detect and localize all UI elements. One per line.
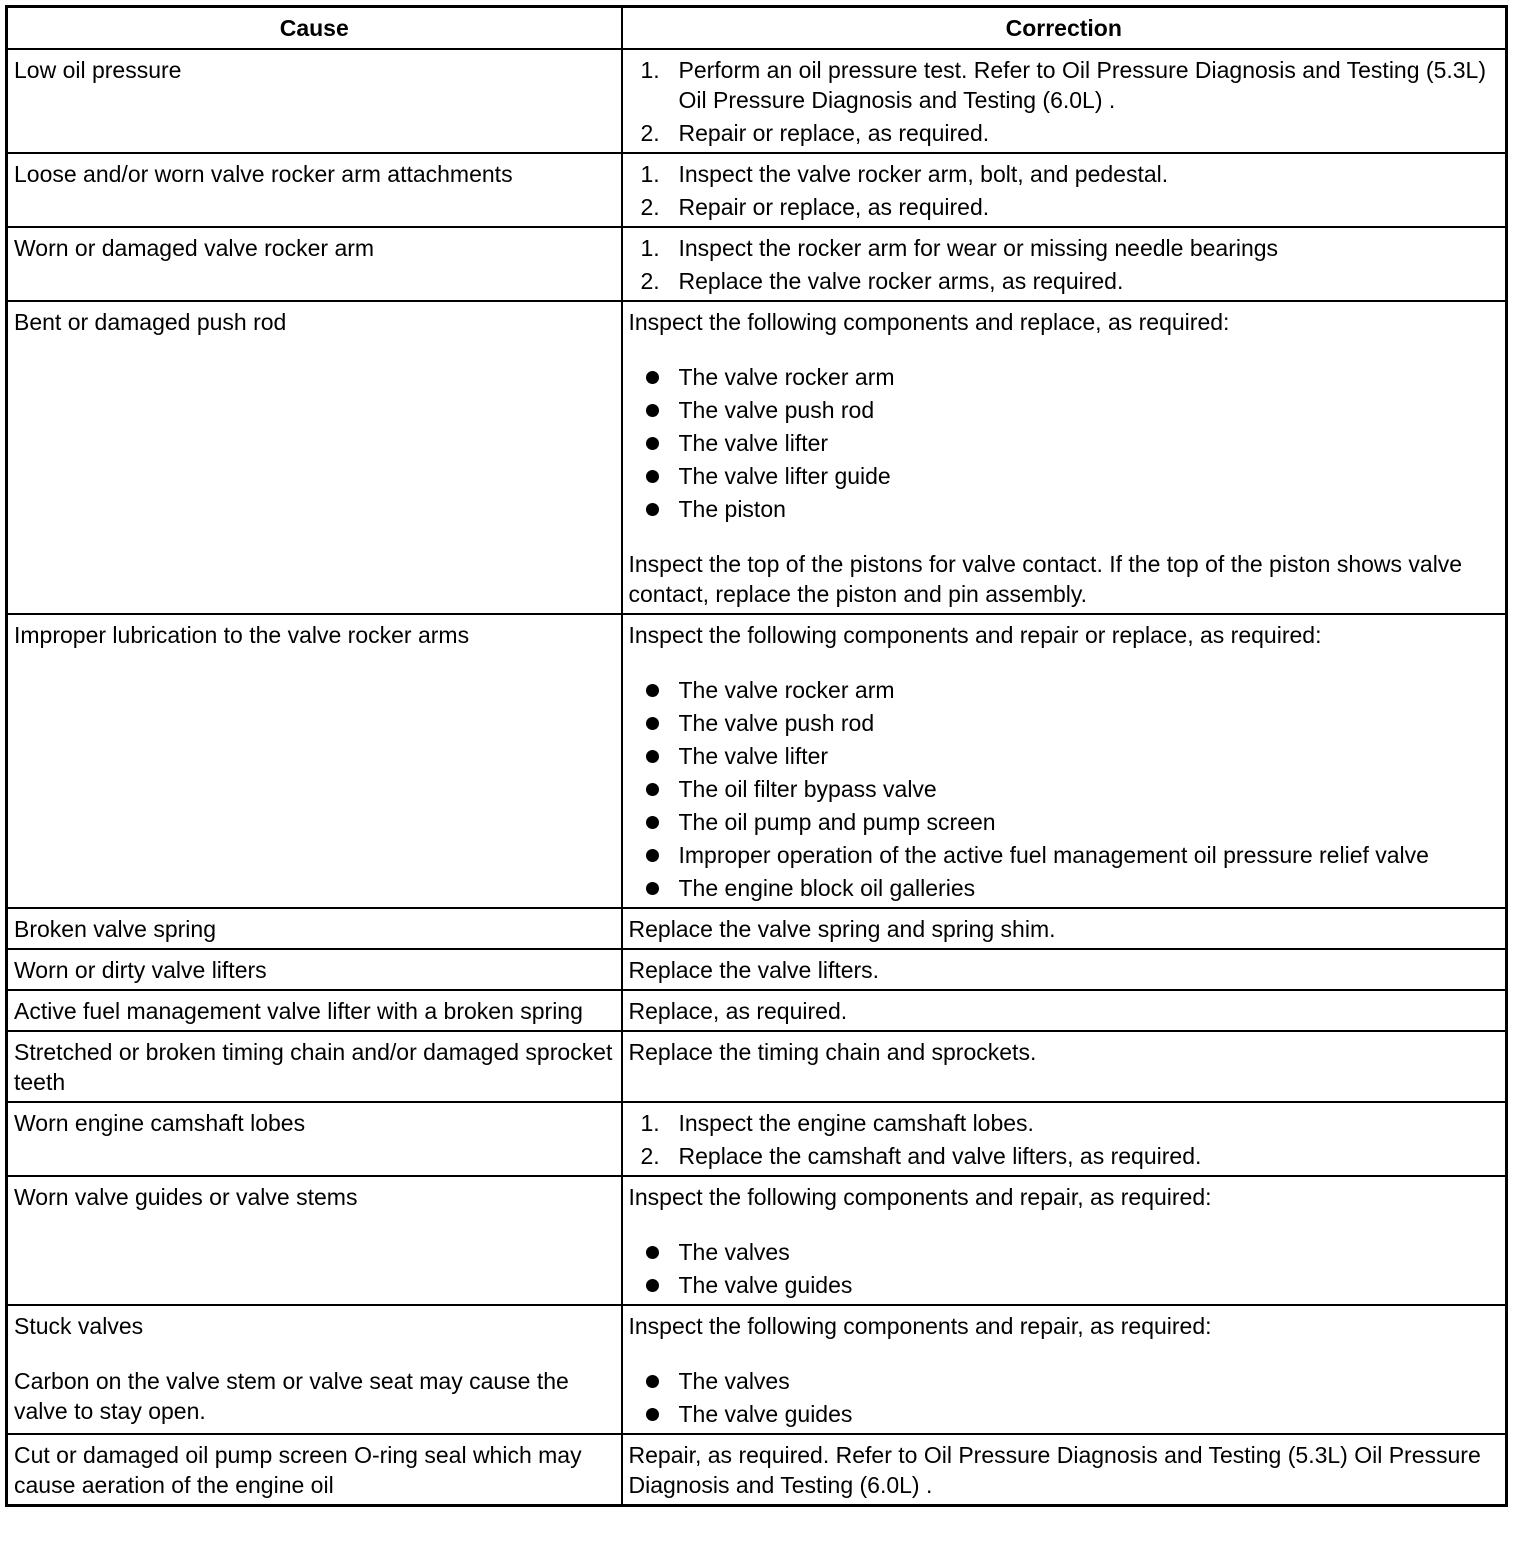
table-body [7, 49, 1507, 1506]
step-text: Replace the camshaft and valve lifters, as required. [678, 1143, 1202, 1169]
cause-cell [7, 1305, 622, 1434]
cause-cell [7, 990, 622, 1031]
step-text: Replace the valve rocker arms, as required. [678, 268, 1124, 294]
cause-text: Low oil pressure [14, 57, 182, 83]
component-text: The valve lifter [678, 430, 829, 456]
cause-text: Stretched or broken timing chain and/or damaged sprocket teeth [14, 1039, 613, 1095]
correction-cell [622, 1031, 1507, 1102]
correction-cell [622, 614, 1507, 908]
cause-text: Active fuel management valve lifter with a broken spring [14, 998, 583, 1024]
cause-text: Broken valve spring [14, 916, 216, 942]
correction-text: Replace, as required. [628, 998, 848, 1024]
cause-cell [7, 1434, 622, 1506]
component-text: The valve guides [678, 1401, 853, 1427]
component-text: The oil pump and pump screen [678, 809, 996, 835]
table-row [7, 49, 1507, 153]
cause-text: Cut or damaged oil pump screen O-ring seal which may cause aeration of the engine oil [14, 1442, 582, 1498]
step-item [629, 118, 1500, 148]
table-row [7, 1305, 1507, 1434]
component-list [629, 1366, 1500, 1429]
correction-cell [622, 301, 1507, 614]
component-item [629, 461, 1500, 491]
component-text: The valve push rod [678, 397, 875, 423]
diagnosis-table [5, 5, 1508, 1507]
cause-text: Worn valve guides or valve stems [14, 1184, 358, 1210]
correction-intro: Inspect the following components and repair, as required: [628, 1313, 1212, 1339]
bullet-icon [646, 1279, 659, 1292]
correction-column-header: Correction [622, 7, 1507, 50]
table-row [7, 949, 1507, 990]
step-number: 1. [640, 57, 660, 83]
step-number: 2. [640, 194, 660, 220]
bullet-icon [646, 1408, 659, 1421]
bullet-icon [646, 882, 659, 895]
step-item [629, 159, 1500, 189]
step-list [629, 233, 1500, 296]
step-item [629, 1108, 1500, 1138]
table-row [7, 614, 1507, 908]
cause-note: Carbon on the valve stem or valve seat may cause the valve to stay open. [14, 1368, 569, 1424]
correction-cell [622, 1305, 1507, 1434]
component-item [629, 395, 1500, 425]
cause-column-header: Cause [7, 7, 622, 50]
step-number: 2. [640, 1143, 660, 1169]
component-text: The valve rocker arm [678, 364, 895, 390]
correction-text: Replace the valve lifters. [628, 957, 880, 983]
cause-cell [7, 1031, 622, 1102]
component-text: The valve push rod [678, 710, 875, 736]
component-text: The valve guides [678, 1272, 853, 1298]
component-text: The valve rocker arm [678, 677, 895, 703]
component-list [629, 1237, 1500, 1300]
component-item [629, 1237, 1500, 1267]
table-row [7, 990, 1507, 1031]
step-item [629, 266, 1500, 296]
component-item [629, 873, 1500, 903]
cause-cell [7, 614, 622, 908]
component-item [629, 807, 1500, 837]
component-item [629, 840, 1500, 870]
correction-cell [622, 227, 1507, 301]
step-number: 1. [640, 161, 660, 187]
step-item [629, 1141, 1500, 1171]
correction-text: Replace the valve spring and spring shim. [628, 916, 1056, 942]
table-row [7, 908, 1507, 949]
component-item [629, 774, 1500, 804]
correction-text: Repair, as required. Refer to Oil Pressure Diagnosis and Testing (5.3L) Oil Pressure Diagnosis and Testing (6.0L) . [628, 1442, 1481, 1498]
step-text: Repair or replace, as required. [678, 194, 990, 220]
bullet-icon [646, 783, 659, 796]
component-list [629, 362, 1500, 524]
cause-cell [7, 908, 622, 949]
cause-cell [7, 1102, 622, 1176]
cause-text: Bent or damaged push rod [14, 309, 287, 335]
step-text: Inspect the engine camshaft lobes. [678, 1110, 1034, 1136]
bullet-icon [646, 470, 659, 483]
component-item [629, 494, 1500, 524]
bullet-icon [646, 503, 659, 516]
component-text: Improper operation of the active fuel management oil pressure relief valve [678, 842, 1429, 868]
cause-cell [7, 1176, 622, 1305]
step-text: Inspect the valve rocker arm, bolt, and pedestal. [678, 161, 1169, 187]
component-text: The valves [678, 1368, 790, 1394]
step-number: 1. [640, 1110, 660, 1136]
component-item [629, 708, 1500, 738]
bullet-icon [646, 849, 659, 862]
component-item [629, 675, 1500, 705]
step-list [629, 159, 1500, 222]
step-list [629, 1108, 1500, 1171]
cause-text: Loose and/or worn valve rocker arm attachments [14, 161, 513, 187]
correction-cell [622, 1102, 1507, 1176]
component-item [629, 428, 1500, 458]
component-text: The oil filter bypass valve [678, 776, 937, 802]
component-item [629, 1399, 1500, 1429]
cause-cell [7, 301, 622, 614]
bullet-icon [646, 437, 659, 450]
correction-note: Inspect the top of the pistons for valve contact. If the top of the piston shows valve contact, replace the piston and pin assembly. [628, 551, 1463, 607]
correction-text: Replace the timing chain and sprockets. [628, 1039, 1037, 1065]
cause-cell [7, 49, 622, 153]
cause-text: Stuck valves [14, 1313, 144, 1339]
correction-cell [622, 1176, 1507, 1305]
step-text: Perform an oil pressure test. Refer to Oil Pressure Diagnosis and Testing (5.3L) Oil Pressure Diagnosis and Testing (6.0L) . [678, 57, 1486, 113]
table-row [7, 153, 1507, 227]
component-item [629, 1366, 1500, 1396]
correction-intro: Inspect the following components and repair, as required: [628, 1184, 1212, 1210]
component-item [629, 741, 1500, 771]
table-row [7, 1031, 1507, 1102]
table-row [7, 1176, 1507, 1305]
component-text: The valve lifter guide [678, 463, 891, 489]
component-text: The engine block oil galleries [678, 875, 976, 901]
bullet-icon [646, 404, 659, 417]
bullet-icon [646, 717, 659, 730]
bullet-icon [646, 684, 659, 697]
table-row [7, 301, 1507, 614]
correction-cell [622, 49, 1507, 153]
step-text: Repair or replace, as required. [678, 120, 990, 146]
bullet-icon [646, 371, 659, 384]
step-list [629, 55, 1500, 148]
table-row [7, 1102, 1507, 1176]
cause-text: Worn or dirty valve lifters [14, 957, 267, 983]
bullet-icon [646, 1246, 659, 1259]
table-row [7, 1434, 1507, 1506]
table-row [7, 227, 1507, 301]
correction-cell [622, 153, 1507, 227]
bullet-icon [646, 750, 659, 763]
component-text: The valve lifter [678, 743, 829, 769]
component-item [629, 362, 1500, 392]
step-number: 2. [640, 268, 660, 294]
step-item [629, 192, 1500, 222]
cause-text: Worn or damaged valve rocker arm [14, 235, 375, 261]
cause-text: Improper lubrication to the valve rocker arms [14, 622, 470, 648]
correction-intro: Inspect the following components and replace, as required: [628, 309, 1230, 335]
header-row [7, 7, 1507, 50]
component-item [629, 1270, 1500, 1300]
correction-cell [622, 1434, 1507, 1506]
correction-cell [622, 990, 1507, 1031]
bullet-icon [646, 816, 659, 829]
component-text: The piston [678, 496, 786, 522]
step-item [629, 233, 1500, 263]
step-number: 2. [640, 120, 660, 146]
step-item [629, 55, 1500, 115]
step-text: Inspect the rocker arm for wear or missing needle bearings [678, 235, 1279, 261]
cause-cell [7, 949, 622, 990]
correction-intro: Inspect the following components and repair or replace, as required: [628, 622, 1322, 648]
cause-cell [7, 153, 622, 227]
component-list [629, 675, 1500, 903]
component-text: The valves [678, 1239, 790, 1265]
cause-text: Worn engine camshaft lobes [14, 1110, 306, 1136]
correction-cell [622, 949, 1507, 990]
bullet-icon [646, 1375, 659, 1388]
step-number: 1. [640, 235, 660, 261]
cause-cell [7, 227, 622, 301]
correction-cell [622, 908, 1507, 949]
